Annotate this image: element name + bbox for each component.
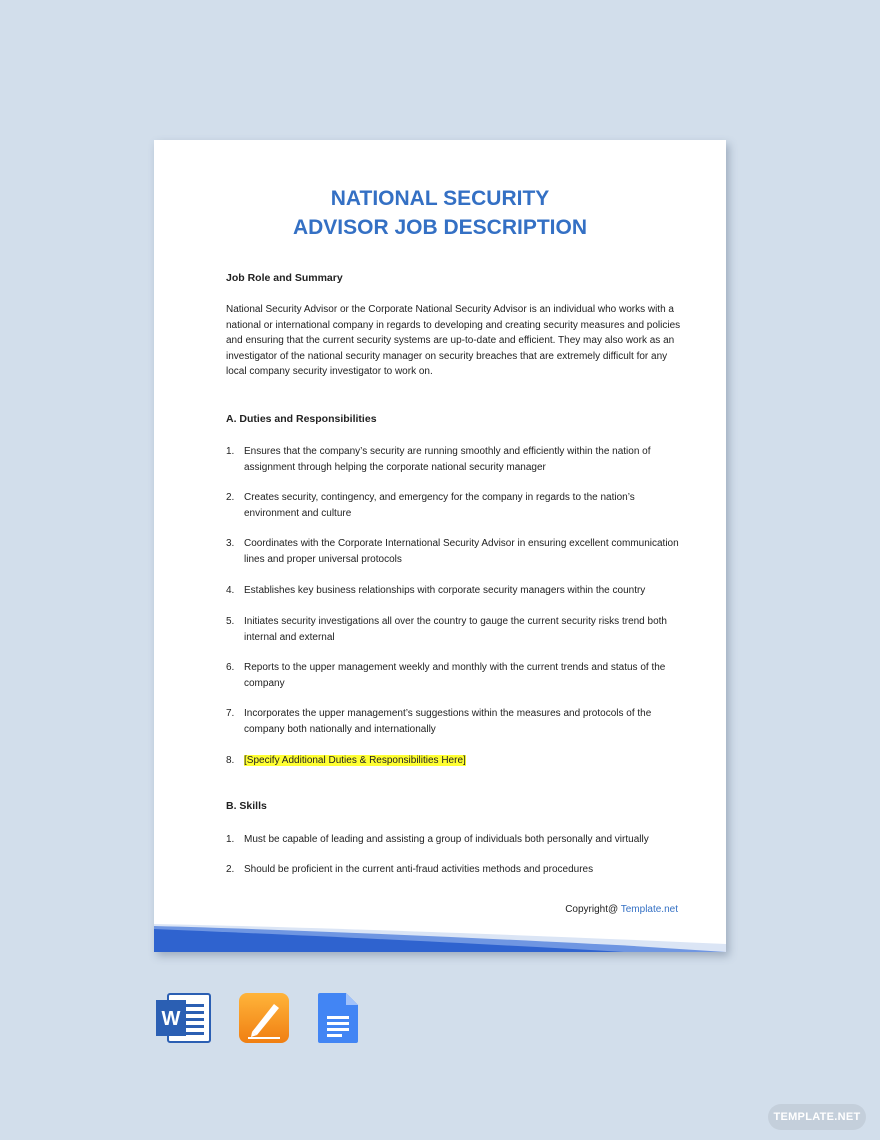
skills-heading: B. Skills bbox=[226, 800, 267, 812]
duties-heading: A. Duties and Responsibilities bbox=[226, 413, 377, 425]
footer-wave bbox=[154, 924, 726, 952]
copyright-notice bbox=[565, 904, 678, 915]
pages-icon[interactable] bbox=[238, 992, 290, 1044]
duty-text: Incorporates the upper management’s suggestions within the measures and protocols of the company both nationally and internationally bbox=[244, 708, 652, 735]
google-docs-icon[interactable] bbox=[316, 992, 360, 1044]
duty-text: Coordinates with the Corporate International Security Advisor in ensuring excellent communication lines and proper universal protocols bbox=[244, 538, 679, 565]
title-line-2: ADVISOR JOB DESCRIPTION bbox=[292, 216, 588, 239]
template-net-watermark: TEMPLATE.NET bbox=[768, 1104, 866, 1130]
duty-number: 2. bbox=[226, 492, 235, 503]
duty-text: Reports to the upper management weekly and monthly with the current trends and status of the company bbox=[244, 662, 666, 689]
duty-number: 5. bbox=[226, 616, 235, 627]
skill-number: 1. bbox=[226, 834, 235, 845]
duty-number: 3. bbox=[226, 538, 235, 549]
title-line-1: NATIONAL SECURITY bbox=[330, 187, 550, 210]
duty-text: Initiates security investigations all over the country to gauge the current security risks trend both internal and external bbox=[244, 616, 667, 643]
summary-heading: Job Role and Summary bbox=[226, 272, 343, 284]
duty-number: 4. bbox=[226, 585, 235, 596]
skill-text: Must be capable of leading and assisting a group of individuals both personally and virtually bbox=[244, 834, 649, 845]
duty-text: Establishes key business relationships with corporate security managers within the country bbox=[244, 585, 646, 596]
document-title bbox=[154, 184, 726, 242]
skill-number: 2. bbox=[226, 864, 235, 875]
duty-text: Ensures that the company’s security are running smoothly and efficiently within the nation of assignment through helping the corporate national security manager bbox=[244, 446, 651, 473]
duty-number: 7. bbox=[226, 708, 235, 719]
duty-text: Creates security, contingency, and emergency for the company in regards to the nation’s environment and culture bbox=[244, 492, 635, 519]
svg-text:W: W bbox=[161, 1008, 181, 1030]
duty-number: 6. bbox=[226, 662, 235, 673]
word-icon[interactable] bbox=[154, 992, 212, 1044]
duty-number: 1. bbox=[226, 446, 235, 457]
summary-paragraph: National Security Advisor or the Corporate National Security Advisor is an individual who works with a national or international company in regards to developing and creating security measures and policies and ensuring that the current security systems are up-to-date and efficient. They may also work as an investigator of the national security manager on security breaches that are extremely difficult for any local company security investigator to work on. bbox=[226, 304, 681, 378]
skill-text: Should be proficient in the current anti-fraud activities methods and procedures bbox=[244, 864, 594, 875]
placeholder-highlight: [Specify Additional Duties & Responsibilities Here] bbox=[244, 755, 466, 766]
duty-number: 8. bbox=[226, 755, 235, 766]
document-page bbox=[154, 140, 726, 952]
copyright-link[interactable]: Template.net bbox=[620, 904, 678, 915]
copyright-label: Copyright@ bbox=[565, 904, 621, 915]
